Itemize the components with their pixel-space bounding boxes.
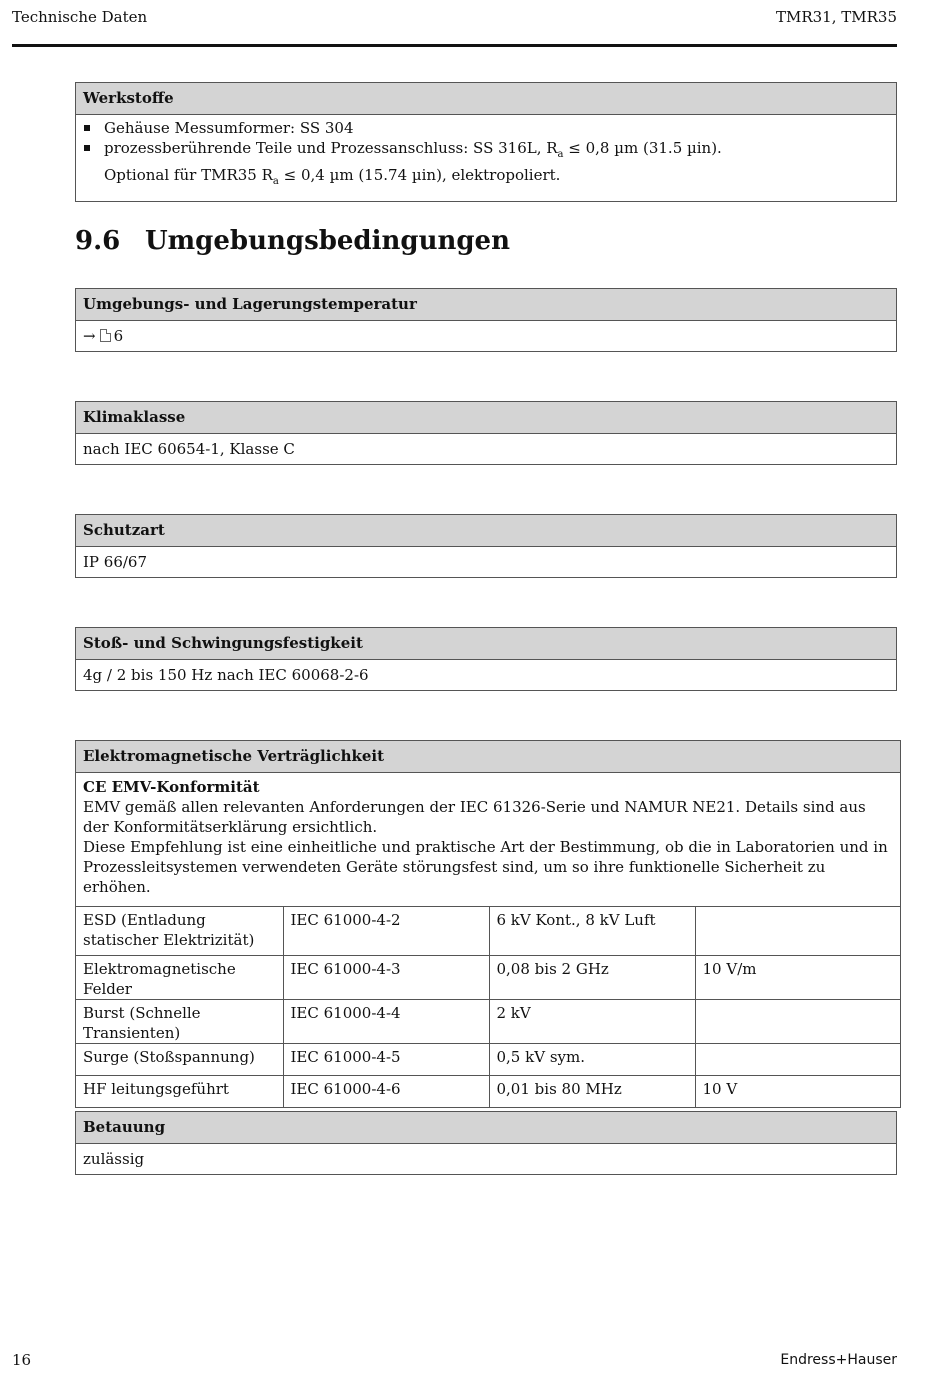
schutz-box	[75, 514, 897, 578]
werkstoffe-title: Werkstoffe	[76, 83, 896, 115]
arrow-icon: →	[83, 327, 96, 345]
page-number: 16	[12, 1351, 32, 1369]
klima-value: nach IEC 60654-1, Klasse C	[83, 440, 295, 458]
emv-text-1: EMV gemäß allen relevanten Anforderungen der IEC 61326-Serie und NAMUR NE21. Details sind aus der Konformitätserklärung ersichtlich.	[83, 798, 866, 836]
running-header-left: Technische Daten	[12, 8, 148, 26]
list-item: prozessberührende Teile und Prozessanschluss: SS 316L, $R_a \le 0,8$ µm (31.5 µin).	[83, 138, 889, 165]
umgebung-box	[75, 288, 897, 352]
stoss-title: Stoß- und Schwingungsfestigkeit	[76, 628, 896, 660]
werkstoffe-box	[75, 82, 897, 202]
table-row: Elektromagnetische Felder IEC 61000-4-3 0,08 bis 2 GHz 10 V/m	[76, 955, 900, 999]
table-row: Burst (Schnelle Transienten) IEC 61000-4-4 2 kV	[76, 999, 900, 1043]
list-item: Gehäuse Messumformer: SS 304	[83, 118, 889, 138]
stoss-box	[75, 627, 897, 691]
schutz-value: IP 66/67	[83, 553, 148, 571]
stoss-value: 4g / 2 bis 150 Hz nach IEC 60068-2-6	[83, 666, 369, 684]
header-rule	[12, 44, 897, 47]
betauung-title: Betauung	[76, 1112, 896, 1144]
section-number: 9.6	[75, 226, 121, 256]
square-bullet-icon	[84, 125, 90, 131]
umgebung-title: Umgebungs- und Lagerungstemperatur	[76, 289, 896, 321]
page-ref-link[interactable]: 6	[113, 327, 124, 345]
emv-text-2: Diese Empfehlung ist eine einheitliche und praktische Art der Bestimmung, ob die in Laboratorien und in Prozessleitsystemen verwendeten Geräte störungsfest sind, um so ihre funktionelle Sicherheit zu erhöhen.	[83, 838, 888, 896]
table-row: Surge (Stoßspannung) IEC 61000-4-5 0,5 kV sym.	[76, 1043, 900, 1075]
emv-title: Elektromagnetische Verträglichkeit	[76, 741, 900, 773]
emv-table	[76, 907, 900, 1107]
klima-box	[75, 401, 897, 465]
square-bullet-icon	[84, 145, 90, 151]
schutz-title: Schutzart	[76, 515, 896, 547]
brand-footer: Endress+Hauser	[780, 1352, 897, 1368]
running-header-right: TMR31, TMR35	[775, 8, 897, 26]
emv-box	[75, 740, 901, 1108]
betauung-box	[75, 1111, 897, 1175]
table-row: HF leitungsgeführt IEC 61000-4-6 0,01 bis 80 MHz 10 V	[76, 1075, 900, 1107]
page-ref-icon	[100, 329, 111, 342]
emv-subtitle: CE EMV-Konformität	[83, 778, 260, 796]
section-title: Umgebungsbedingungen	[145, 226, 511, 256]
betauung-value: zulässig	[83, 1150, 145, 1168]
table-row: ESD (Entladung statischer Elektrizität) IEC 61000-4-2 6 kV Kont., 8 kV Luft	[76, 907, 900, 955]
section-heading	[75, 226, 510, 256]
klima-title: Klimaklasse	[76, 402, 896, 434]
list-item-continuation: Optional für TMR35 $R_a \le 0,4$ µm (15.74 µin), elektropoliert.	[104, 166, 561, 187]
werkstoffe-list	[83, 118, 889, 192]
